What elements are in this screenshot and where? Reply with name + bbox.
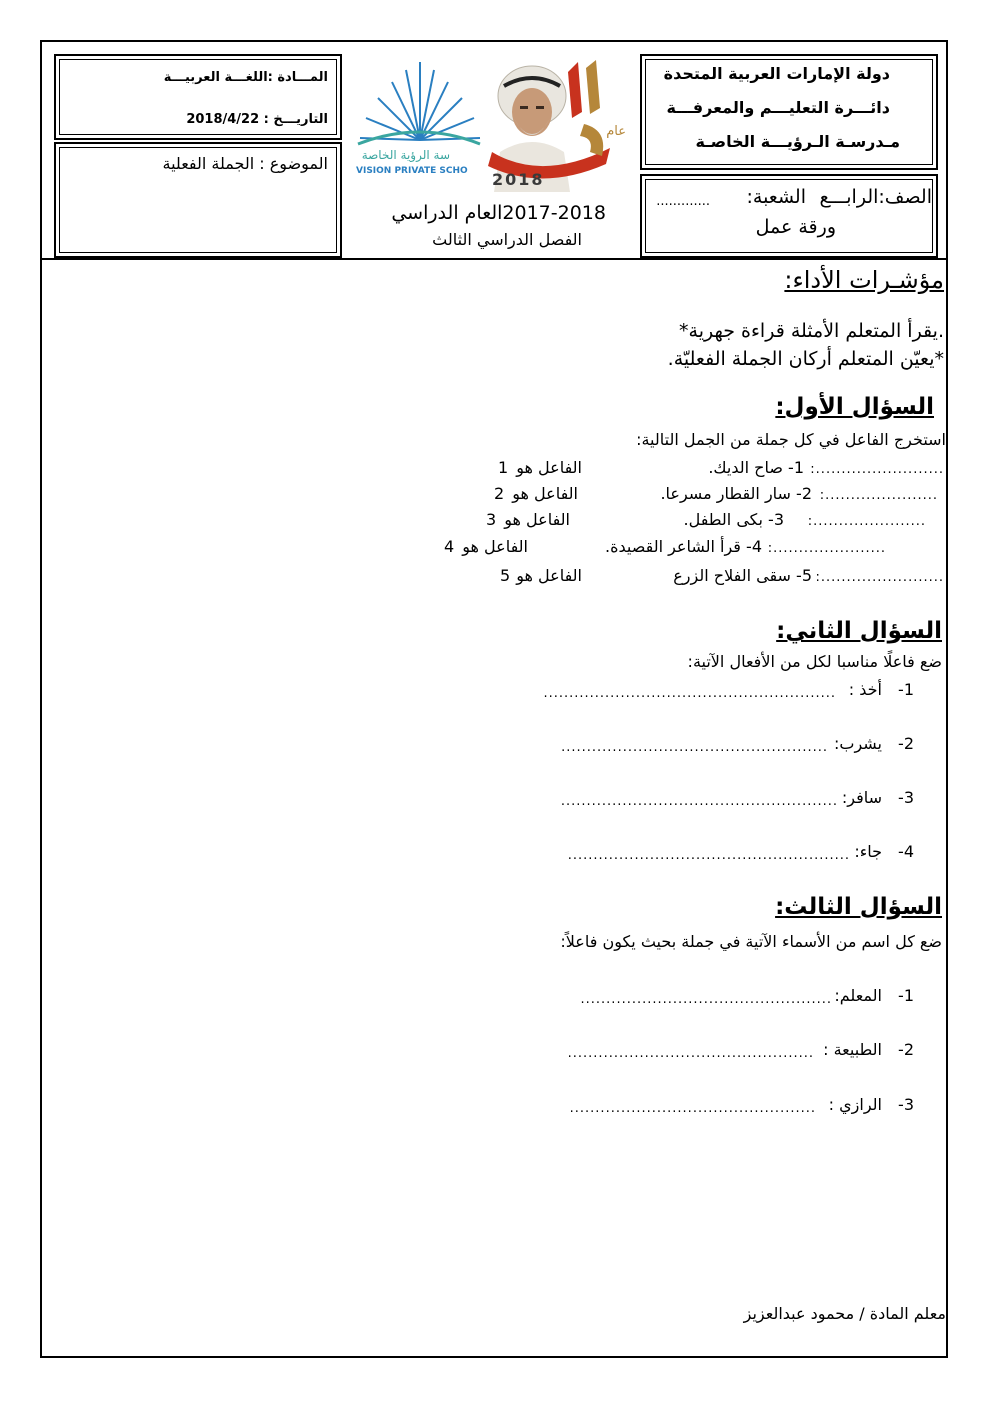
q1-sentence: 4- قرأ الشاعر القصيدة. bbox=[605, 537, 762, 556]
q3-item-word: الرازي : bbox=[828, 1095, 882, 1114]
q1-answer-field[interactable]: ......................: bbox=[767, 541, 886, 556]
q3-title: السؤال الثالث: bbox=[775, 894, 942, 920]
q1-answer-field[interactable]: ......................: bbox=[807, 514, 926, 529]
zayed-year-word: عام bbox=[606, 124, 626, 139]
school-logo bbox=[352, 60, 482, 180]
q2-answer-field[interactable]: ....................................................... bbox=[567, 848, 850, 863]
q3-item-number: 2- bbox=[898, 1040, 914, 1059]
q1-number: 5 bbox=[500, 566, 511, 585]
sunburst-logo-icon bbox=[352, 60, 482, 150]
q2-item-word: سافر: bbox=[841, 788, 882, 807]
q2-item-word: يشرب: bbox=[833, 734, 882, 753]
q1-number: 2 bbox=[494, 484, 505, 503]
subject-box bbox=[54, 54, 342, 140]
q1-number: 3 bbox=[486, 510, 497, 529]
q3-item-number: 3- bbox=[898, 1095, 914, 1114]
indicator-item: *يعيّن المتعلم أركان الجملة الفعليّة. bbox=[667, 348, 944, 370]
q1-answer-label: الفاعل هو bbox=[462, 537, 528, 556]
country-name: دولة الإمارات العربية المتحدة bbox=[663, 64, 890, 83]
q2-instruction: ضع فاعلًا مناسبا لكل من الأفعال الآتية: bbox=[687, 652, 942, 671]
q2-item-word: أخذ : bbox=[848, 680, 882, 699]
q2-item-number: 1- bbox=[898, 680, 914, 699]
section-field[interactable]: ............. bbox=[656, 194, 710, 209]
q1-instruction: استخرج الفاعل في كل جملة من الجمل التالية: bbox=[636, 430, 946, 449]
q1-title: السؤال الأول: bbox=[775, 394, 934, 420]
q3-item-number: 1- bbox=[898, 986, 914, 1005]
q1-answer-field[interactable]: .........................: bbox=[810, 462, 944, 477]
q1-answer-label: الفاعل هو bbox=[512, 484, 578, 503]
q3-instruction: ضع كل اسم من الأسماء الآتية في جملة بحيث يكون فاعلاً: bbox=[560, 932, 942, 951]
q3-item-word: الطبيعة : bbox=[823, 1040, 882, 1059]
q1-number: 4 bbox=[444, 537, 455, 556]
q1-sentence: 1- صاح الديك. bbox=[708, 458, 804, 477]
section-label: الشعبة: bbox=[746, 186, 806, 208]
q1-sentence: 2- سار القطار مسرعا. bbox=[660, 484, 812, 503]
term-label: الفصل الدراسي الثالث bbox=[432, 230, 582, 249]
school-logo-english: VISION PRIVATE SCHO bbox=[356, 166, 468, 176]
q1-answer-field[interactable]: ......................: bbox=[819, 488, 938, 503]
department-name: دائـــرة التعليـــم والمعرفـــة bbox=[666, 98, 890, 117]
q2-item-number: 4- bbox=[898, 842, 914, 861]
q1-sentence: 5- سقى الفلاح الزرع bbox=[673, 566, 812, 585]
q2-answer-field[interactable]: .................................................... bbox=[561, 740, 828, 755]
school-name: مـدرسـة الـرؤيـــة الخاصـة bbox=[695, 132, 900, 151]
academic-year: 2017-2018العام الدراسي bbox=[391, 202, 606, 224]
header-divider bbox=[40, 258, 948, 260]
q2-item-number: 2- bbox=[898, 734, 914, 753]
q1-number: 1 bbox=[498, 458, 509, 477]
q2-answer-field[interactable]: ......................................................... bbox=[543, 686, 836, 701]
topic-label: الموضوع : الجملة الفعلية bbox=[162, 154, 328, 173]
q3-answer-field[interactable]: ................................................. bbox=[580, 992, 832, 1007]
date-label: التاريـــخ : 2018/4/22 bbox=[186, 112, 328, 127]
teacher-signature: معلم المادة / محمود عبدالعزيز bbox=[743, 1304, 946, 1323]
school-logo-arabic: سة الرؤية الخاصة bbox=[361, 148, 450, 162]
q1-sentence: 3- بكى الطفل. bbox=[683, 510, 784, 529]
indicators-title: مؤشـرات الأداء: bbox=[784, 266, 944, 294]
zayed-name bbox=[614, 126, 616, 127]
q3-item-word: المعلم: bbox=[834, 986, 882, 1005]
q1-answer-label: الفاعل هو bbox=[516, 566, 582, 585]
q3-answer-field[interactable]: ................................................ bbox=[567, 1046, 814, 1061]
subject-label: المـــادة :اللغـــة العربيـــة bbox=[163, 70, 328, 85]
grade-label: الصف:الرابـــع bbox=[819, 186, 932, 208]
indicator-item: .يقرأ المتعلم الأمثلة قراءة جهرية* bbox=[679, 320, 944, 342]
q2-item-number: 3- bbox=[898, 788, 914, 807]
q1-answer-label: الفاعل هو bbox=[516, 458, 582, 477]
q3-answer-field[interactable]: ................................................ bbox=[569, 1101, 816, 1116]
q2-answer-field[interactable]: ...................................................... bbox=[560, 794, 838, 809]
zayed-year: 2018 bbox=[492, 170, 545, 189]
q2-item-word: جاء: bbox=[854, 842, 882, 861]
q1-answer-label: الفاعل هو bbox=[504, 510, 570, 529]
q1-answer-field[interactable]: ........................: bbox=[815, 570, 944, 585]
worksheet-label: ورقة عمل bbox=[755, 216, 836, 238]
q2-title: السؤال الثاني: bbox=[776, 618, 942, 644]
